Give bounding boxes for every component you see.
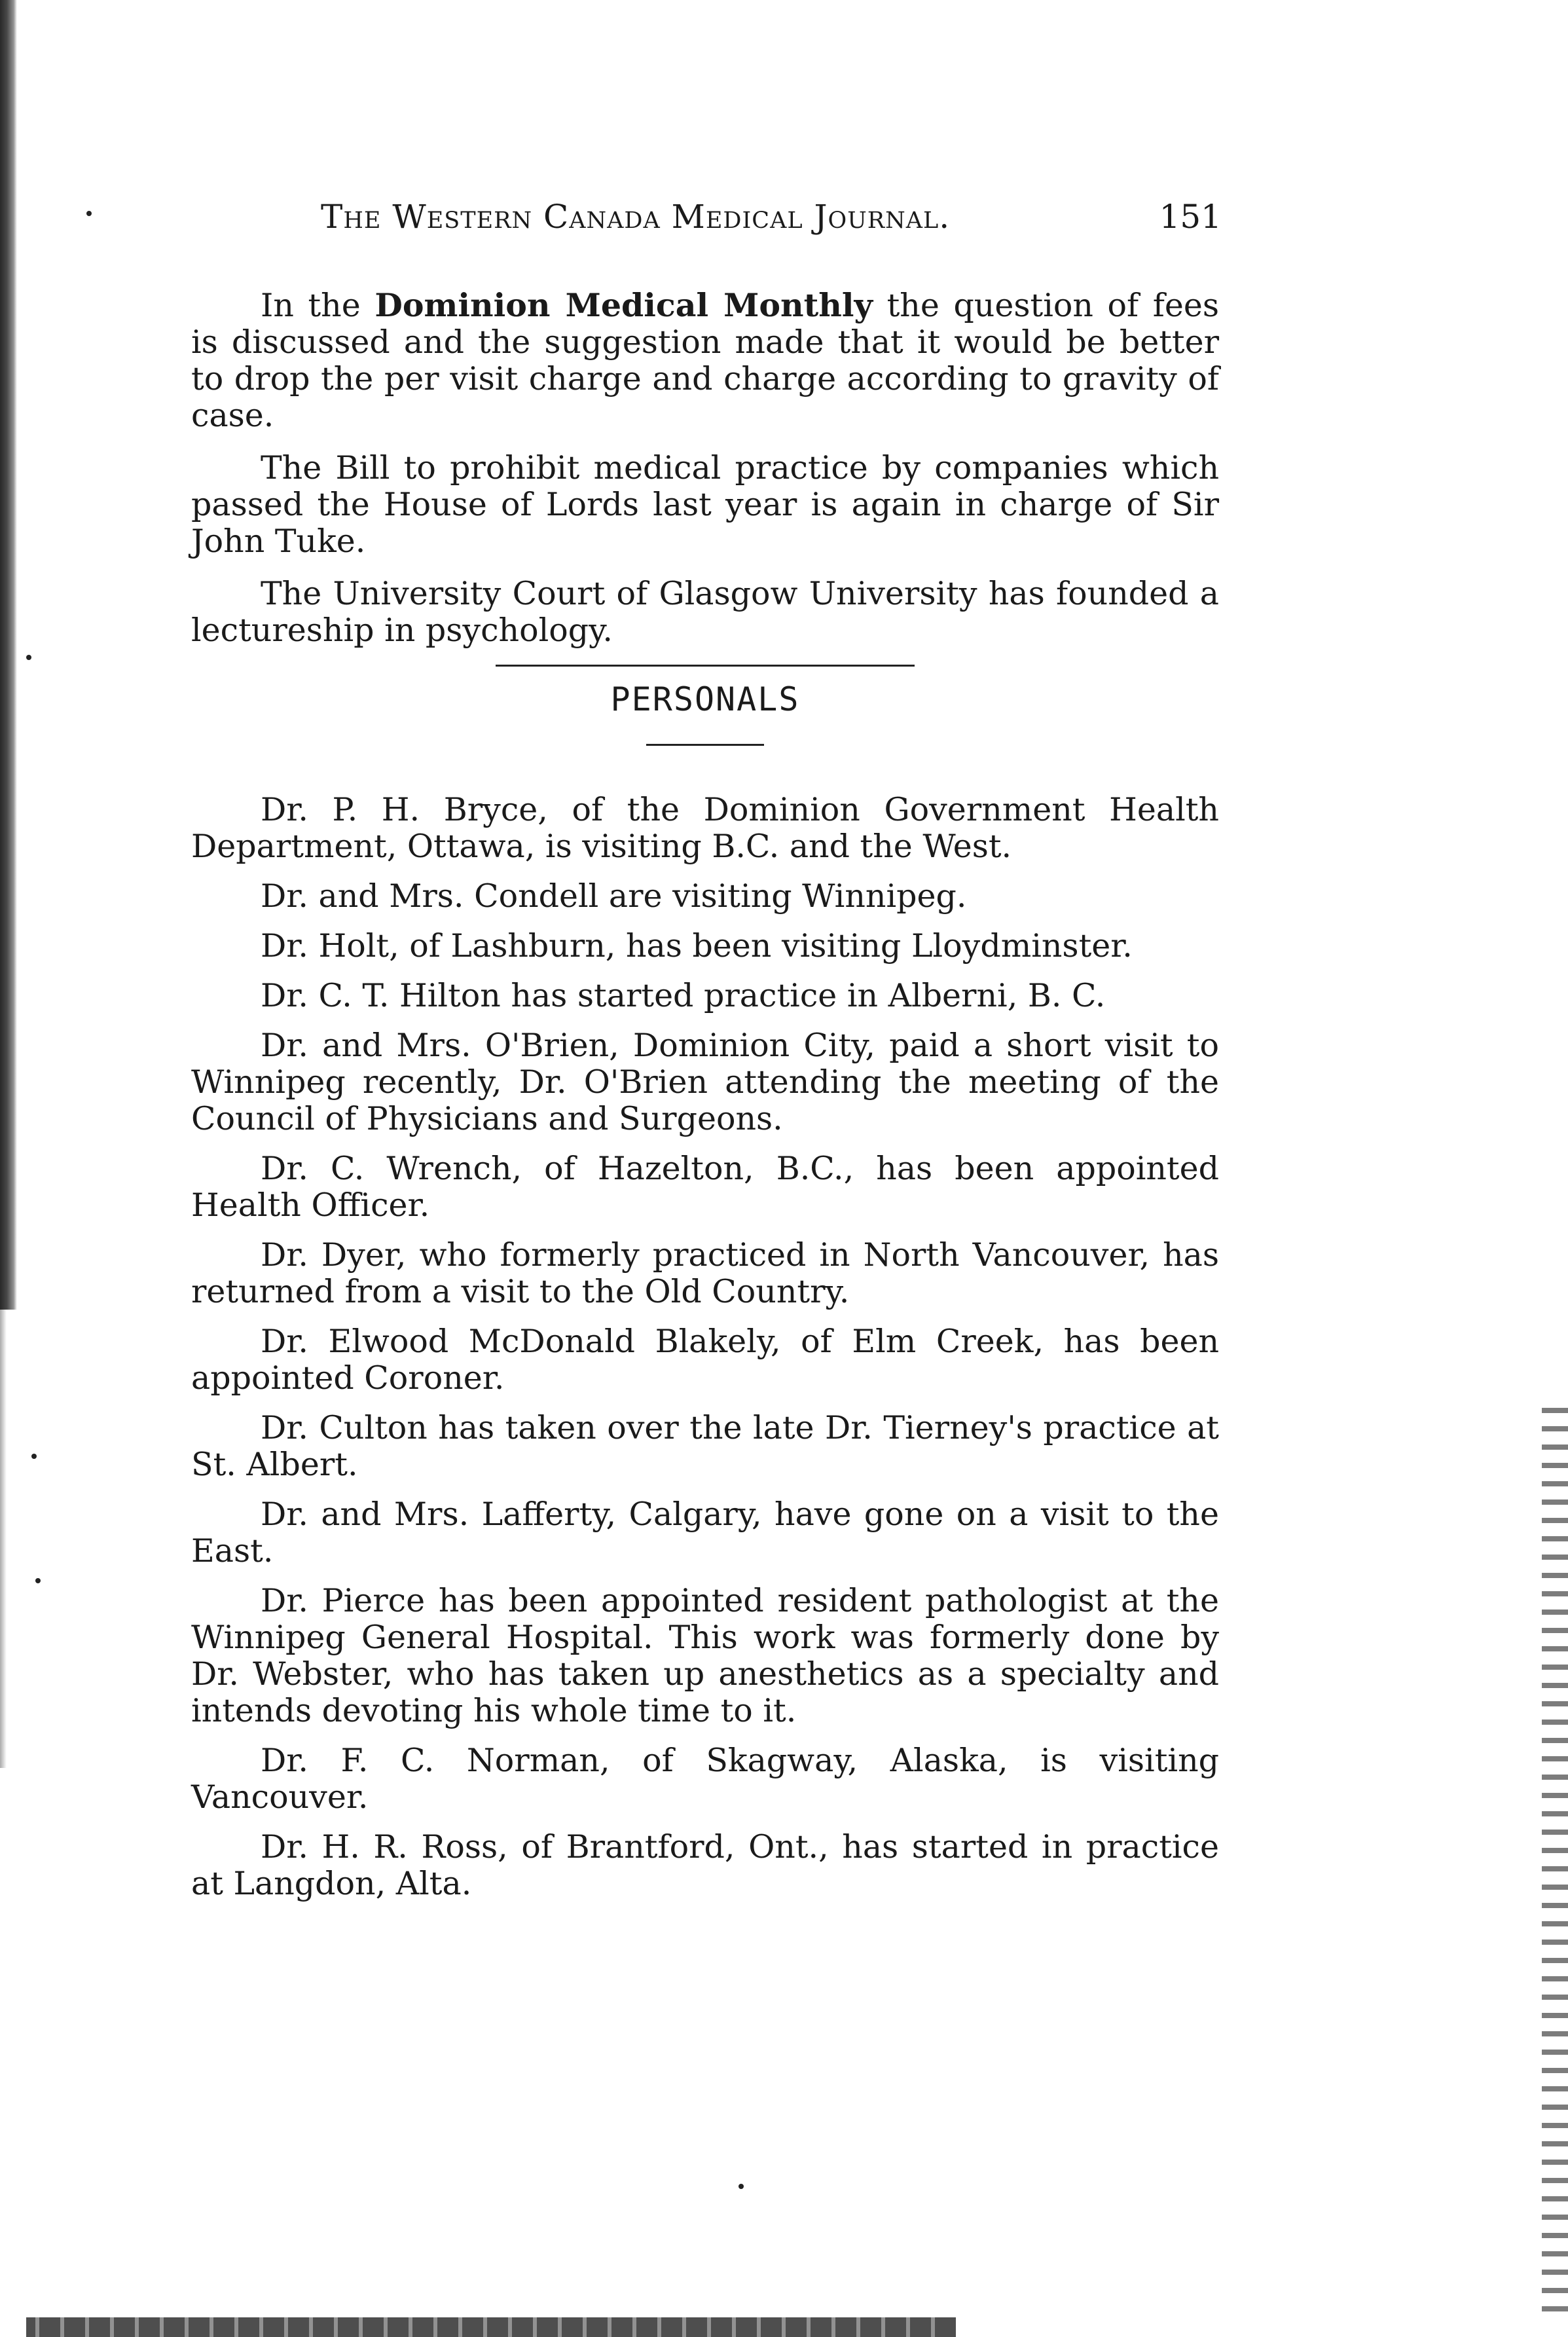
news-lead: In the [261,287,375,324]
personal-item: Dr. Dyer, who formerly practiced in North Vancouver, has returned from a visit to the Old Country. [191,1236,1219,1310]
journal-title: Dominion Medical Monthly [374,286,873,324]
page-header [313,198,1230,250]
personal-item: Dr. F. C. Norman, of Skagway, Alaska, is visiting Vancouver. [191,1742,1219,1816]
personal-item: Dr. and Mrs. Lafferty, Calgary, have gone on a visit to the East. [191,1496,1219,1570]
page-number: 151 [1159,198,1222,236]
section-divider [496,665,915,667]
personal-item: Dr. and Mrs. Condell are visiting Winnipeg. [261,877,967,915]
scan-speck [35,1578,41,1583]
text-column [191,287,1219,1915]
scan-bottom-strip [26,2317,956,2337]
scan-speck [86,211,92,216]
personal-item: Dr. P. H. Bryce, of the Dominion Government Health Department, Ottawa, is visiting B.C. and the West. [191,791,1219,865]
personal-item: Dr. Culton has taken over the late Dr. Tierney's practice at St. Albert. [191,1409,1219,1483]
scan-binding-edge [0,0,17,1310]
news-paragraph: The University Court of Glasgow University has founded a lectureship in psychology. [191,575,1219,649]
personal-item: Dr. and Mrs. O'Brien, Dominion City, paid a short visit to Winnipeg recently, Dr. O'Brien attending the meeting of the Council of Physicians and Surgeons. [191,1027,1219,1137]
section-heading: PERSONALS [610,680,800,718]
personal-item: Dr. H. R. Ross, of Brantford, Ont., has started in practice at Langdon, Alta. [191,1828,1219,1902]
personal-item: Dr. Holt, of Lashburn, has been visiting Lloydminster. [261,927,1133,965]
running-head: The Western Canada Medical Journal. [321,198,951,236]
scan-speck [738,2184,744,2189]
personal-item: Dr. Elwood McDonald Blakely, of Elm Creek, has been appointed Coroner. [191,1323,1219,1397]
scan-binding-edge-lower [0,1310,7,1768]
scan-speck [26,655,31,660]
scan-right-edge [1542,1408,1568,2325]
personal-item: Dr. C. Wrench, of Hazelton, B.C., has been appointed Health Officer. [191,1150,1219,1224]
news-rest: the question of fees is discussed and the suggestion made that it would be better to drop the per visit charge and charge according to gravity of case. [191,287,1220,434]
heading-divider [646,744,764,746]
news-paragraph [191,287,1219,434]
personal-item: Dr. Pierce has been appointed resident pathologist at the Winnipeg General Hospital. This work was formerly done by Dr. Webster, who has taken up anesthetics as a specialty and intends devoting his whole time to it. [191,1582,1219,1729]
personal-item: Dr. C. T. Hilton has started practice in Alberni, B. C. [261,977,1106,1014]
news-paragraph: The Bill to prohibit medical practice by companies which passed the House of Lords last year is again in charge of Sir John Tuke. [191,449,1219,560]
scan-speck [31,1454,37,1459]
